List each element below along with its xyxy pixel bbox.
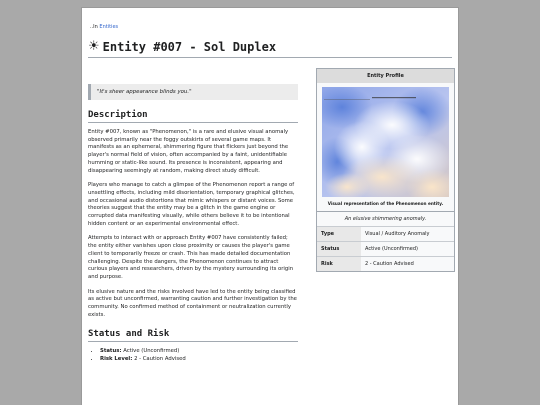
row-key-type: Type — [317, 227, 361, 242]
row-key-risk: Risk — [317, 257, 361, 272]
infobox-header: Entity Profile — [317, 69, 454, 83]
row-value-risk: 2 - Caution Advised — [361, 257, 454, 272]
status-list — [88, 348, 298, 363]
row-key-status: Status — [317, 242, 361, 257]
risk-value: 2 - Caution Advised — [134, 356, 186, 363]
status-heading: Status and Risk — [88, 329, 298, 342]
description-paragraph-1: Entity #007, known as "Phenomenon," is a rare and elusive visual anomaly observed primarily near the foggy outskirts of several game maps. It manifests as an ephemeral, shimmering figure that flickers just beyond the player's normal field of vision, often accompanied by a faint, unidentifiable humming or static-like sound. Its presence is inconsistent, appearing and disappearing seemingly at random, making direct study difficult. — [88, 129, 289, 174]
status-item — [100, 348, 298, 356]
breadcrumb-prefix: ..In — [90, 24, 98, 30]
article-body — [88, 84, 298, 364]
table-row — [317, 257, 454, 272]
entity-image-graphic — [322, 87, 449, 197]
page-title-text: Entity #007 - Sol Duplex — [102, 39, 277, 54]
image-caption: Visual representation of the Phenomenon entity. — [317, 197, 454, 212]
infobox-table — [317, 227, 454, 271]
status-label: Status: — [100, 348, 122, 355]
epigraph-quote: "It's sheer appearance blinds you." — [88, 84, 298, 100]
infobox-subtitle: An elusive shimmering anomaly. — [317, 212, 454, 227]
status-value: Active (Unconfirmed) — [123, 348, 180, 355]
table-row — [317, 227, 454, 242]
risk-label: Risk Level: — [100, 356, 133, 363]
description-paragraph-2: Players who manage to catch a glimpse of the Phenomenon report a range of unsettling effects, including mild disorientation, temporary graphical glitches, and occasional audio distortions that mimic whispers or distant voices. Some theories suggest that the entity may be a glitch in the game engine or corrupted data manifesting visually, while others believe it to be intentional hidden content or an experimental environmental effect. — [88, 182, 295, 227]
infobox — [316, 68, 455, 272]
row-value-type: Visual / Auditory Anomaly — [365, 231, 430, 237]
entity-image[interactable] — [322, 87, 449, 197]
table-row — [317, 242, 454, 257]
sun-icon: ☀ — [88, 39, 100, 54]
article-page — [81, 7, 459, 405]
risk-item — [100, 356, 298, 364]
breadcrumb-link-entities[interactable]: Entities — [99, 24, 119, 30]
description-paragraph-3: Attempts to interact with or approach Entity #007 have consistently failed; the entity either vanishes upon close proximity or causes the player's game client to temporarily freeze or crash. This has made detailed documentation challenging. Despite the dangers, the Phenomenon continues to attract curious players and researchers, driven by the mystery surrounding its origin and purpose. — [88, 235, 294, 280]
description-paragraph-4: Its elusive nature and the risks involved have led to the entity being classified as active but unconfirmed, warranting caution and further investigation by the community. No confirmed method of containment or neutralization currently exists. — [88, 288, 297, 318]
description-heading: Description — [88, 110, 298, 123]
page-title — [88, 40, 452, 58]
breadcrumb — [90, 24, 118, 30]
row-value-status: Active (Unconfirmed) — [361, 242, 454, 257]
